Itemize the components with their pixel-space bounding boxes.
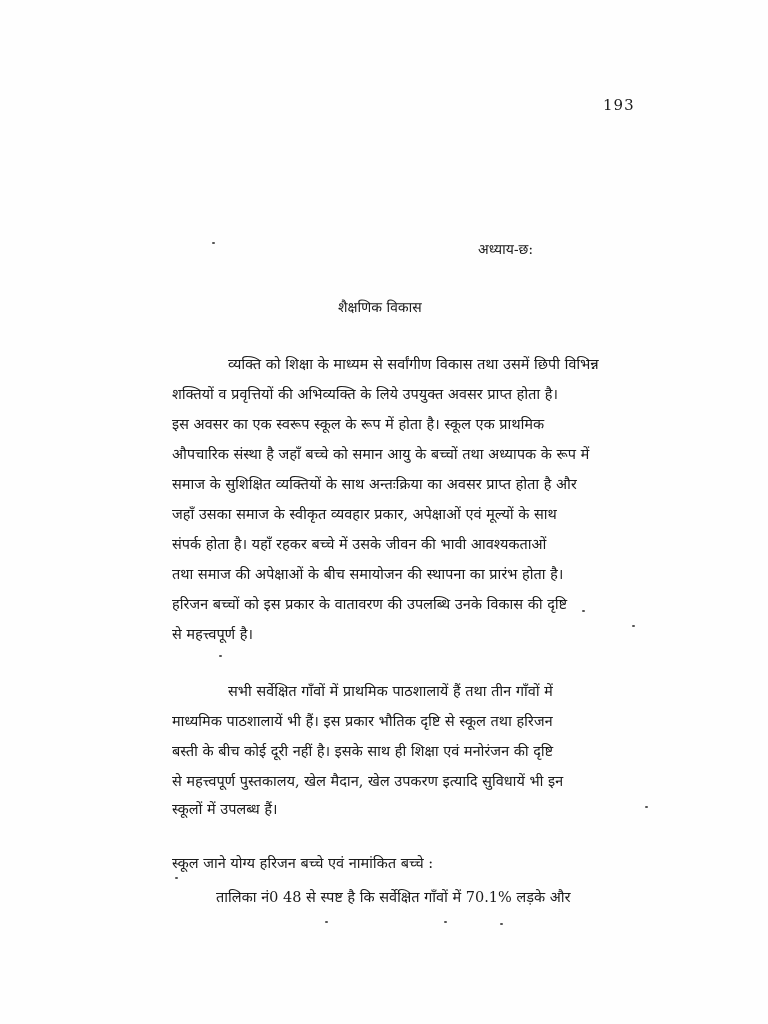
paragraph1-line: हरिजन बच्चों को इस प्रकार के वातावरण की उपलब्धि उनके विकास की दृष्टि <box>172 597 568 613</box>
paragraph1-line: समाज के सुशिक्षित व्यक्तियों के साथ अन्तःक्रिया का अवसर प्राप्त होता है और <box>172 477 577 493</box>
scan-speck <box>444 921 447 923</box>
section-title: शैक्षणिक विकास <box>338 300 422 316</box>
scan-speck <box>325 921 328 923</box>
scan-speck <box>582 610 585 612</box>
paragraph1-line: तथा समाज की अपेक्षाओं के बीच समायोजन की स्थापना का प्रारंभ होता है। <box>172 567 564 583</box>
paragraph2-line: सभी सर्वेक्षित गाँवों में प्राथमिक पाठशालायें हैं तथा तीन गाँवों में <box>228 684 553 700</box>
paragraph2-line: स्कूलों में उपलब्ध हैं। <box>172 802 278 818</box>
paragraph1-line: शक्तियों व प्रवृत्तियों की अभिव्यक्ति के लिये उपयुक्त अवसर प्राप्त होता है। <box>172 387 558 403</box>
page-number: 193 <box>603 96 635 114</box>
scan-speck <box>219 655 222 657</box>
scan-speck <box>212 242 215 244</box>
paragraph1-line: इस अवसर का एक स्वरूप स्कूल के रूप में होता है। स्कूल एक प्राथमिक <box>172 417 545 433</box>
chapter-label: अध्याय-छ: <box>478 242 534 258</box>
scan-speck <box>632 625 635 627</box>
paragraph1-line: औपचारिक संस्था है जहाँ बच्चे को समान आयु के बच्चों तथा अध्यापक के रूप में <box>172 447 590 463</box>
scan-speck <box>175 877 178 879</box>
paragraph1-line: से महत्त्वपूर्ण है। <box>172 627 253 643</box>
paragraph1-line: व्यक्ति को शिक्षा के माध्यम से सर्वांगीण विकास तथा उसमें छिपी विभिन्न <box>228 357 599 373</box>
paragraph2-line: माध्यमिक पाठशालायें भी हैं। इस प्रकार भौतिक दृष्टि से स्कूल तथा हरिजन <box>172 714 553 730</box>
paragraph2-line: से महत्त्वपूर्ण पुस्तकालय, खेल मैदान, खेल उपकरण इत्यादि सुविधायें भी इन <box>172 774 564 790</box>
paragraph2-line: बस्ती के बीच कोई दूरी नहीं है। इसके साथ ही शिक्षा एवं मनोरंजन की दृष्टि <box>172 744 554 760</box>
scan-speck <box>500 923 503 925</box>
scan-speck <box>645 806 648 808</box>
paragraph1-line: जहाँ उसका समाज के स्वीकृत व्यवहार प्रकार, अपेक्षाओं एवं मूल्यों के साथ <box>172 507 557 523</box>
subheading: स्कूल जाने योग्य हरिजन बच्चे एवं नामांकित बच्चे : <box>172 856 434 872</box>
paragraph1-line: संपर्क होता है। यहाँ रहकर बच्चे में उसके जीवन की भावी आवश्यकताओं <box>172 537 547 553</box>
paragraph3-line: तालिका नं0 48 से स्पष्ट है कि सर्वेक्षित गाँवों में 70.1% लड़के और <box>216 890 571 906</box>
